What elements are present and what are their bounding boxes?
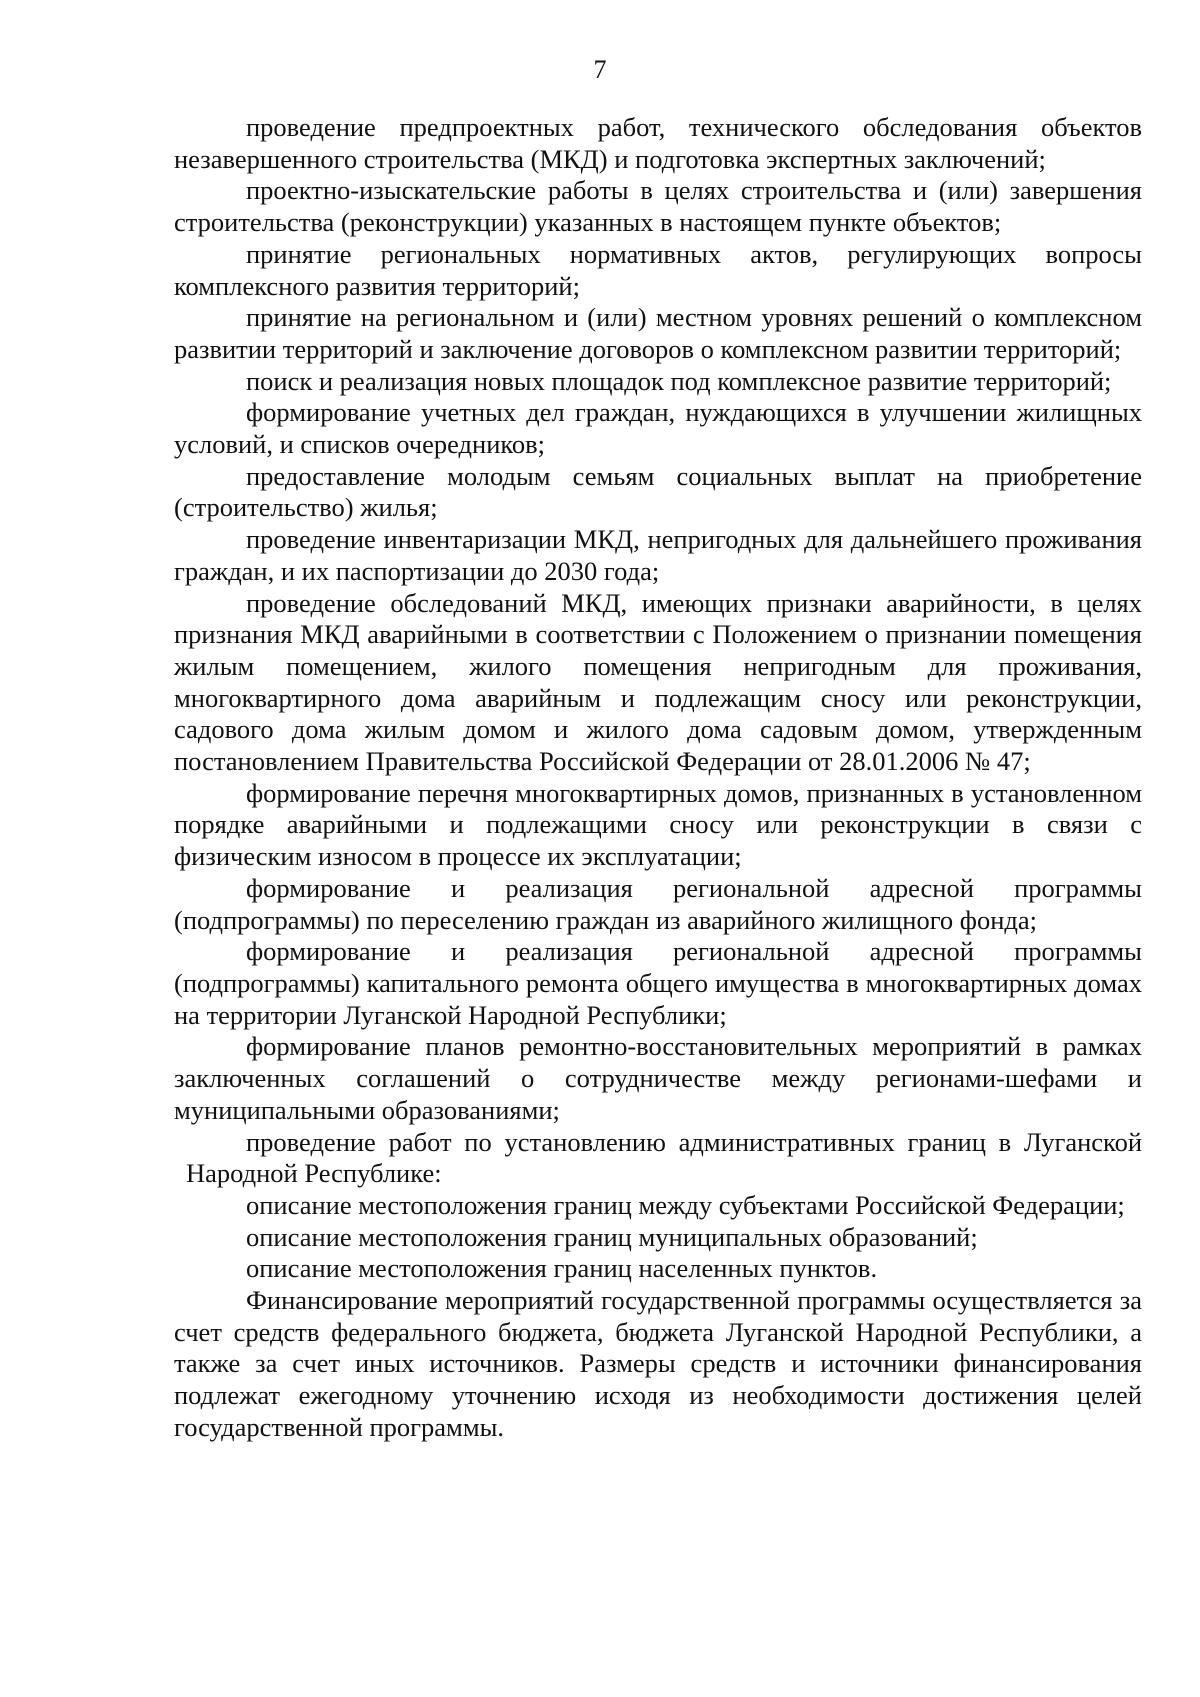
paragraph-emergency-houses-list: формирование перечня многоквартирных домов, признанных в установленном порядке аварийными и подлежащими сносу или реконструкции в связи с физическим износом в процессе их эксплуатации; xyxy=(174,777,1142,872)
paragraph-inventory-mkd: проведение инвентаризации МКД, непригодных для дальнейшего проживания граждан, и их паспортизации до 2030 года; xyxy=(174,524,1142,586)
page-number: 7 xyxy=(593,55,607,84)
paragraph-federal-subject-borders: описание местоположения границ между субъектами Российской Федерации; xyxy=(246,1189,1125,1220)
paragraph-emergency-surveys: проведение обследований МКД, имеющих признаки аварийности, в целях признания МКД аварийными в соответствии с Положением о признании помещения жилым помещением, жилого помещения непригодным для проживания, многоквартирного дома аварийным и подлежащим сносу или реконструкции, садового дома жилым домом и жилого дома садовым домом, утвержденным постановлением Правительства Российской Федерации от 28.01.2006 № 47; xyxy=(174,587,1142,777)
paragraph-capital-repair-program: формирование и реализация региональной адресной программы (подпрограммы) капитального ремонта общего имущества в многоквартирных домах на территории Луганской Народной Республики; xyxy=(174,936,1142,1030)
paragraph-new-sites-search: поиск и реализация новых площадок под комплексное развитие территорий; xyxy=(246,365,1112,396)
paragraph-settlement-borders: описание местоположения границ населенных пунктов. xyxy=(246,1253,878,1284)
paragraph-regional-normative-acts: принятие региональных нормативных актов, регулирующих вопросы комплексного развития территорий; xyxy=(174,238,1142,301)
paragraph-young-families-payments: предоставление молодым семьям социальных выплат на приобретение (строительство) жилья; xyxy=(174,460,1142,523)
paragraph-complex-development-decisions: принятие на региональном и (или) местном уровнях решений о комплексном развитии территорий и заключение договоров о комплексном развитии территорий; xyxy=(174,302,1142,364)
paragraph-municipal-borders: описание местоположения границ муниципальных образований; xyxy=(246,1221,978,1252)
paragraph-restoration-plans: формирование планов ремонтно-восстановительных мероприятий в рамках заключенных соглашений о сотрудничестве между регионами-шефами и муниципальными образованиями; xyxy=(174,1031,1142,1125)
document-body xyxy=(174,112,1142,1444)
paragraph-design-survey-works: проектно-изыскательские работы в целях строительства и (или) завершения строительства (реконструкции) указанных в настоящем пункте объектов; xyxy=(174,175,1142,238)
paragraph-financing: Финансирование мероприятий государственной программы осуществляется за счет средств федерального бюджета, бюджета Луганской Народной Республики, а также за счет иных источников. Размеры средств и источники финансирования подлежат ежегодному уточнению исходя из необходимости достижения целей государственной программы. xyxy=(174,1285,1142,1442)
paragraph-administrative-borders: проведение работ по установлению административных границ в Луганской Народной Республике: xyxy=(186,1126,1142,1189)
paragraph-citizen-records: формирование учетных дел граждан, нуждающихся в улучшении жилищных условий, и списков очередников; xyxy=(174,397,1142,460)
paragraph-resettlement-program: формирование и реализация региональной адресной программы (подпрограммы) по переселению граждан из аварийного жилищного фонда; xyxy=(174,872,1142,935)
paragraph-predproject-works: проведение предпроектных работ, технического обследования объектов незавершенного строительства (МКД) и подготовка экспертных заключений; xyxy=(174,112,1142,174)
